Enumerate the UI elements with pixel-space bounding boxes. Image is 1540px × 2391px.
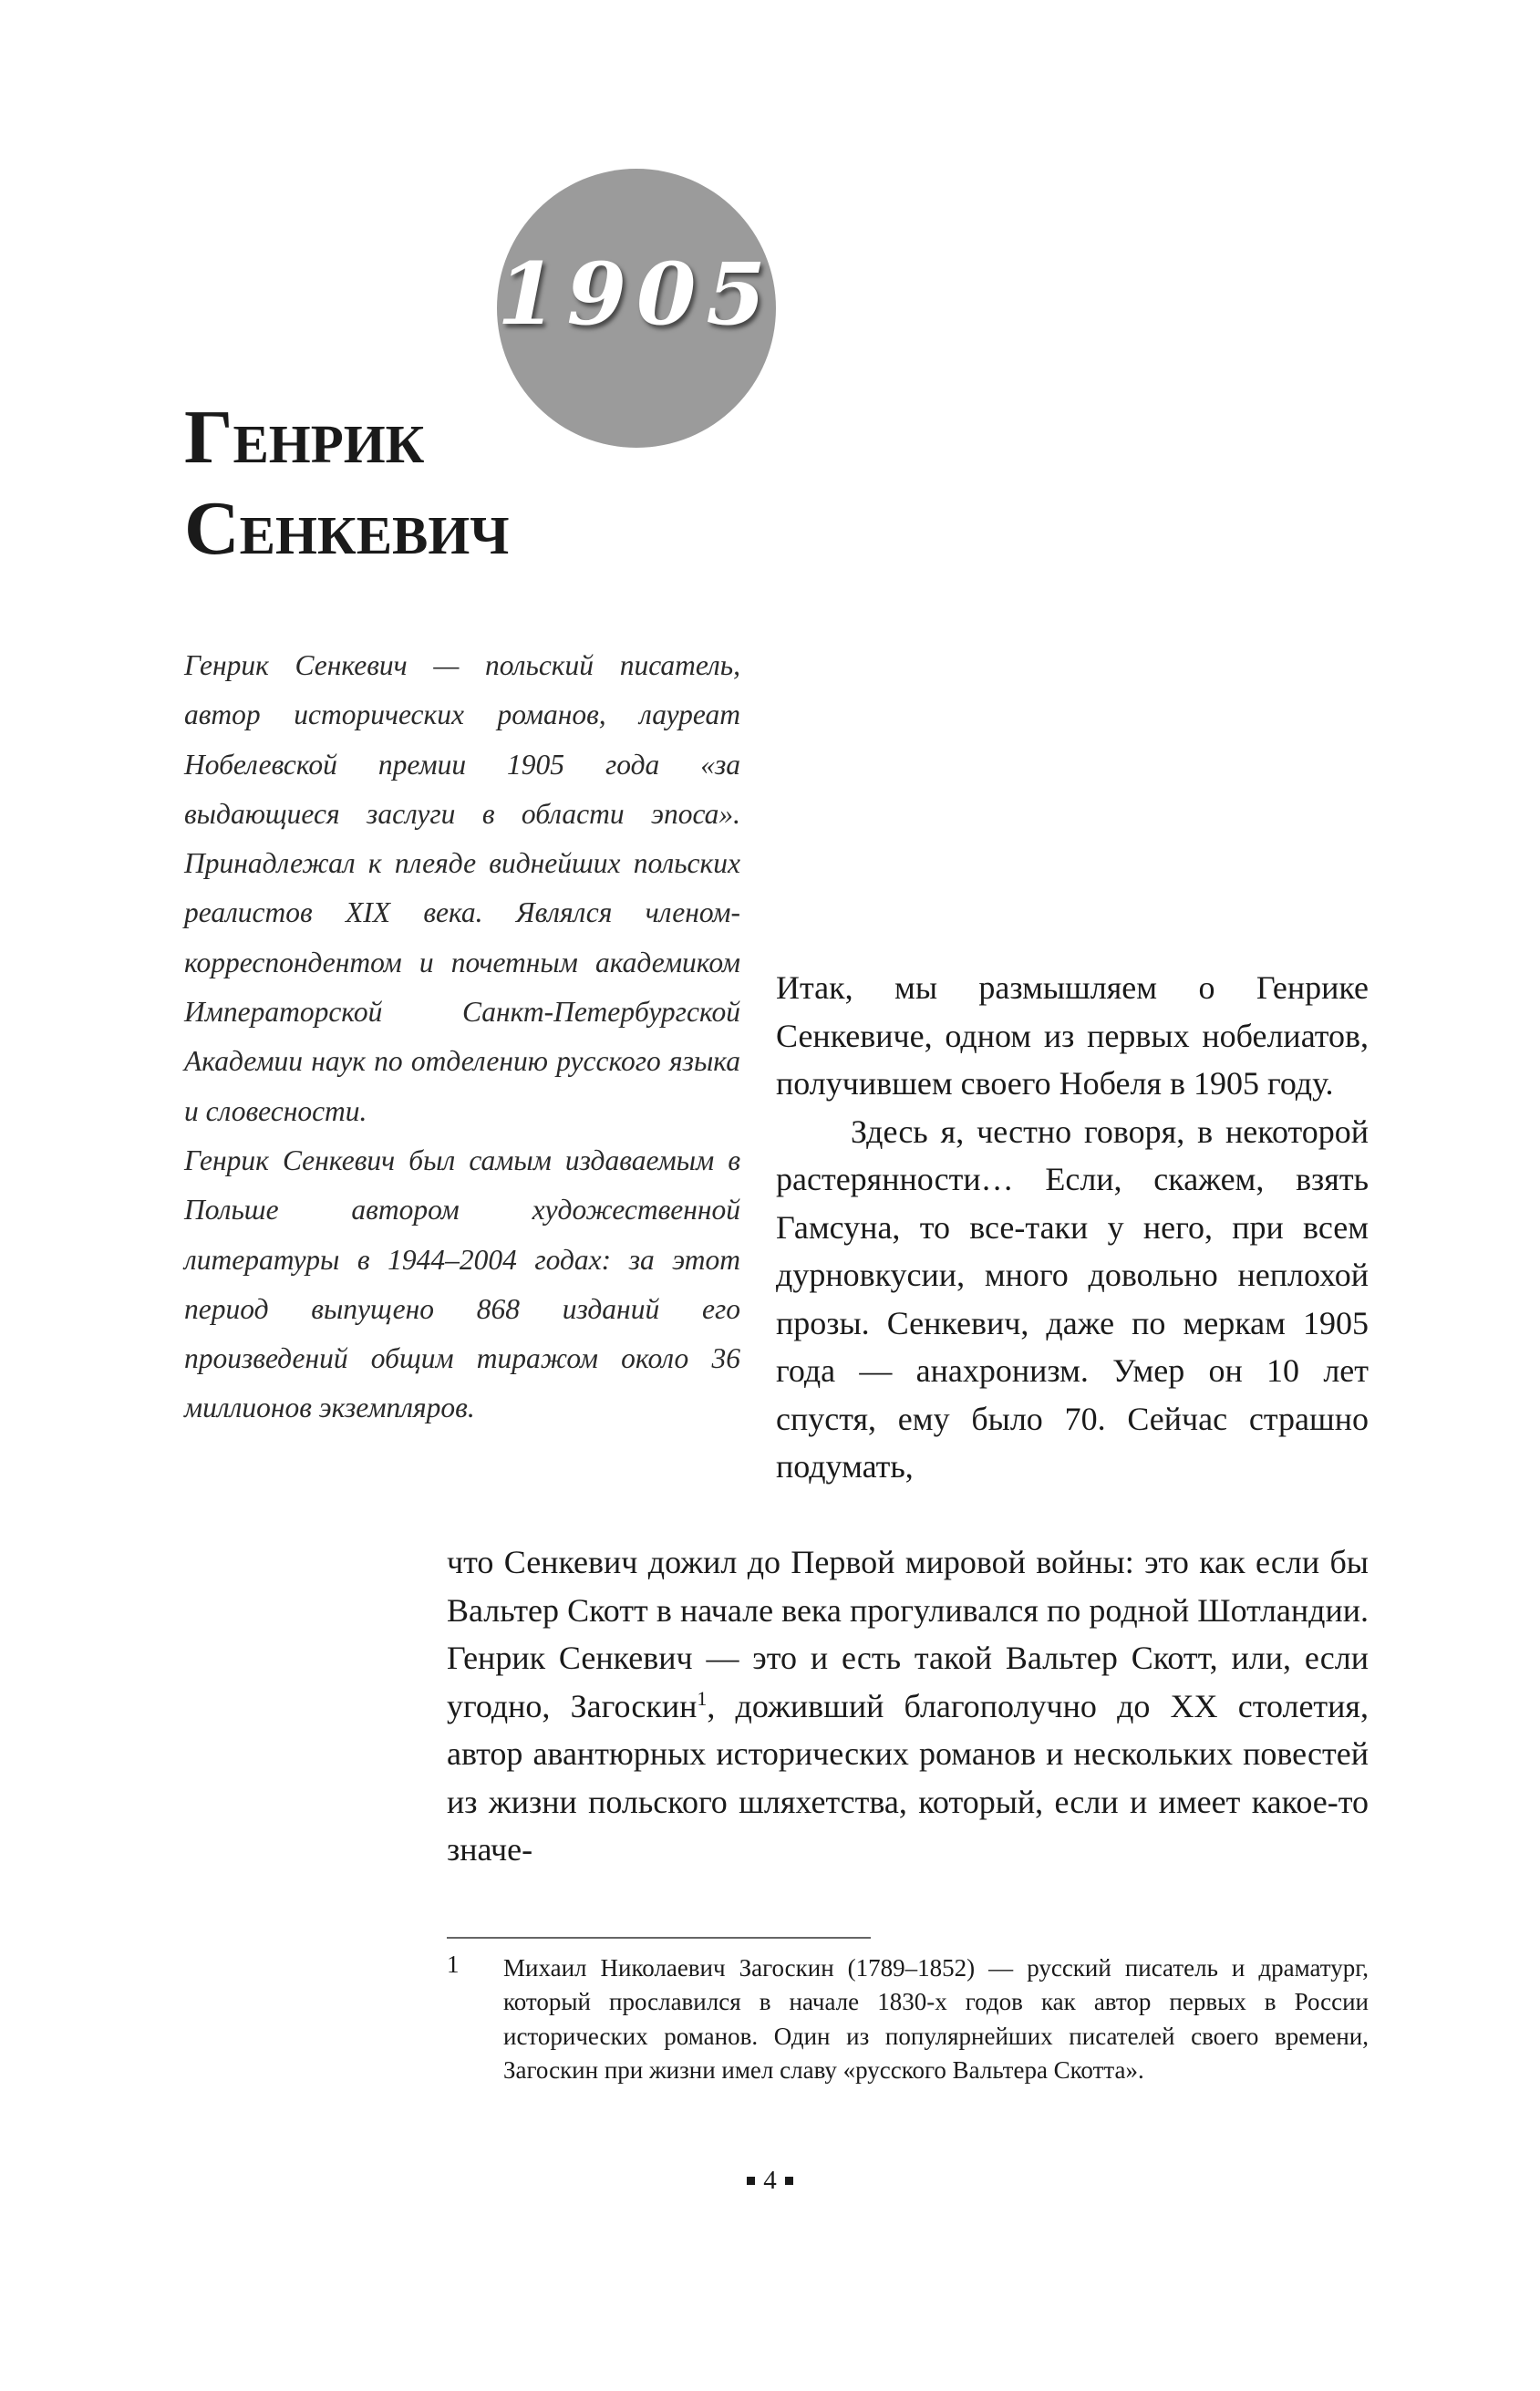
intro-paragraph: Генрик Сенкевич был самым издаваемым в Польше автором художественной литературы в 1944–2004 годах: за этот период выпущено 868 изданий его произведений общим тиражом около 36 миллионов экземпляров. — [184, 1144, 740, 1424]
page-number-value: 4 — [763, 2166, 777, 2195]
body-text-run: что Сенкевич дожил до Первой мировой войны: это как если бы Вальтер Скотт в начале века прогуливался по родной Шотландии. Генрик Сенкевич — это и есть такой Вальтер Скотт, или, если угодно, Загоскин — [447, 1544, 1369, 1724]
body-paragraph: Итак, мы размышляем о Генрике Сенкевиче, одном из первых нобелиатов, получившем своего Нобеля в 1905 году. — [776, 969, 1369, 1102]
bullet-square-icon — [747, 2177, 755, 2185]
footnote-reference[interactable]: 1 — [697, 1686, 708, 1710]
chapter-title-line1: Генрик — [184, 395, 425, 480]
footnote-divider — [447, 1937, 871, 1939]
footnote-number: 1 — [447, 1951, 460, 1978]
intro-paragraph: Генрик Сенкевич — польский писатель, автор исторических романов, лауреат Нобелевской премии 1905 года «за выдающиеся заслуги в области эпоса». Принадлежал к плеяде виднейших польских реалистов XIX века. Являлся членом-корреспондентом и почетным академиком Императорской Санкт-Петербургской Академии наук по отделению русского языка и словесности. — [184, 649, 740, 1127]
body-text-full-width — [447, 1538, 1369, 1874]
footnote-text: Михаил Николаевич Загоскин (1789–1852) — русский писатель и драматург, который прославился в начале 1830-х годов как автор первых в России исторических романов. Один из популярнейших писателей своего времени, Загоскин при жизни имел славу «русского Вальтера Скотта». — [503, 1954, 1369, 2085]
year-badge-text: 1905 — [497, 244, 776, 345]
chapter-title — [184, 392, 510, 574]
page-number — [0, 2166, 1540, 2196]
body-text-run: , доживший благополучно до XX столетия, автор авантюрных исторических романов и нескольких повестей из жизни польского шляхетства, который, если и имеет какое-то значе- — [447, 1687, 1369, 1868]
body-text-column — [776, 964, 1369, 1491]
body-paragraph: Здесь я, честно говоря, в некоторой растерянности… Если, скажем, взять Гамсуна, то все-таки у него, при всем дурновкусии, много довольно неплохой прозы. Сенкевич, даже по меркам 1905 года — анахронизм. Умер он 10 лет спустя, ему было 70. Сейчас страшно подумать, — [776, 1113, 1369, 1485]
intro-sidebar — [184, 641, 740, 1434]
bullet-square-icon — [785, 2177, 793, 2185]
chapter-title-line2: Сенкевич — [184, 486, 510, 571]
